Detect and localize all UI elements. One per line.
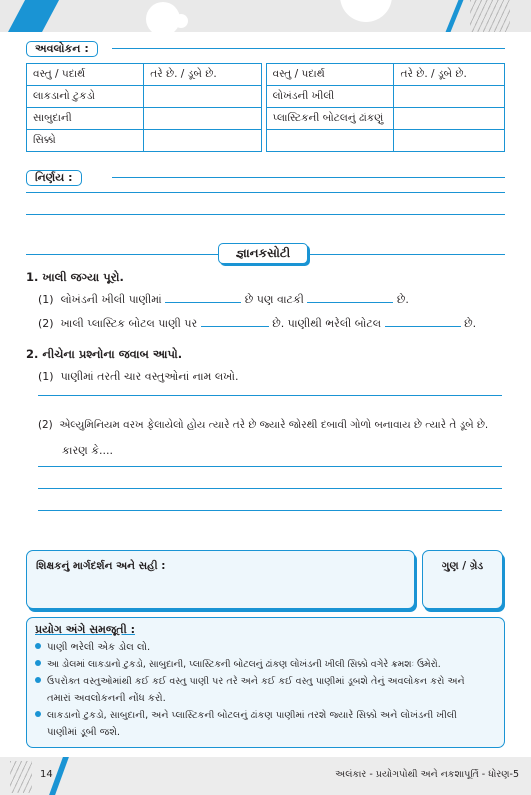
list-item: ઉપરોક્ત વસ્તુઓમાંથી કઈ કઈ વસ્તુ પાણી પર તરે અને કઈ કઈ વસ્તુ પાણીમાં ડૂબશે તેનું અવલોકન કરો અને xyxy=(35,673,500,690)
bullet-icon xyxy=(35,711,41,717)
item-text: છે. xyxy=(396,293,409,306)
writing-line[interactable] xyxy=(26,192,505,193)
answer-cell[interactable] xyxy=(144,86,261,108)
object-cell xyxy=(266,130,394,152)
object-cell: પ્લાસ્ટિકની બોટલનું ઢાંકણું xyxy=(266,108,394,130)
answer-cell[interactable] xyxy=(394,108,505,130)
column-header: વસ્તુ / પદાર્થ xyxy=(266,64,394,86)
column-header: વસ્તુ / પદાર્થ xyxy=(27,64,144,86)
bullet-icon xyxy=(35,660,41,666)
top-decor-band xyxy=(0,0,531,32)
grade-label: ગુણ / ગ્રેડ xyxy=(441,560,484,572)
writing-line[interactable] xyxy=(38,466,502,467)
teacher-guidance-box[interactable] xyxy=(26,550,415,609)
object-cell: સાબુદાની xyxy=(27,108,144,130)
object-cell: લાકડાનો ટુકડો xyxy=(27,86,144,108)
circle-decor xyxy=(174,14,188,28)
item-text: છે પણ વાટકી xyxy=(244,293,304,306)
observation-label-line xyxy=(112,48,505,49)
item-text: એલ્યુમિનિયમ વરખ ફેલાયેલો હોય ત્યારે તરે છે જ્યારે જોરથી દબાવી ગોળો બનાવાય છે ત્યારે તે ડૂબે છે. xyxy=(59,419,489,431)
item-number: (2) xyxy=(38,317,54,330)
explanation-box xyxy=(26,617,505,748)
object-cell: સિક્કો xyxy=(27,130,144,152)
answer-cell[interactable] xyxy=(144,108,261,130)
bullet-icon xyxy=(35,677,41,683)
item-number: (2) xyxy=(38,419,53,431)
blue-stripe-decor xyxy=(444,0,465,32)
table-row xyxy=(27,108,505,130)
list-item: પાણી ભરેલી એક ડોલ લો. xyxy=(35,639,500,656)
table-header-row xyxy=(27,64,505,86)
book-title: અલંકાર - પ્રયોગપોથી અને નકશાપૂર્તિ - ધોરણ-5 xyxy=(335,769,519,780)
answer-cell[interactable] xyxy=(394,86,505,108)
item-text: લોખંડની ખીલી પાણીમાં xyxy=(60,293,162,306)
column-header: તરે છે. / ડૂબે છે. xyxy=(394,64,505,86)
item-text: પાણીમાં તરતી ચાર વસ્તુઓનાં નામ લખો. xyxy=(60,370,239,383)
writing-line[interactable] xyxy=(38,395,502,396)
question-item xyxy=(38,419,488,432)
answer-cell[interactable] xyxy=(144,130,261,152)
quiz-title: જ્ઞાનકસોટી xyxy=(218,243,308,264)
observation-label: અવલોકન : xyxy=(26,41,98,57)
fill-blank-item xyxy=(38,316,476,331)
grade-box[interactable] xyxy=(422,550,503,609)
explanation-list xyxy=(35,639,500,741)
writing-line[interactable] xyxy=(38,510,502,511)
question-continuation: કારણ કે.... xyxy=(62,444,113,457)
answer-blank[interactable] xyxy=(307,292,393,303)
item-text: ખાલી પ્લાસ્ટિક બોટલ પાણી પર xyxy=(60,317,198,330)
table-row xyxy=(27,130,505,152)
answer-cell[interactable] xyxy=(394,130,505,152)
list-item: આ ડોલમાં લાકડાનો ટુકડો, સાબુદાની, પ્લાસ્ટિકની બોટલનું ઢાંકણ લોખંડની ખીલી સિક્કો વગેરે ક્રમશઃ ઉમેરો. xyxy=(35,656,500,673)
question-1-heading: 1. ખાલી જગ્યા પૂરો. xyxy=(26,270,124,284)
question-2-heading: 2. નીચેના પ્રશ્નોના જવાબ આપો. xyxy=(26,347,183,361)
item-number: (1) xyxy=(38,293,54,306)
object-cell: લોખંડની ખીલી xyxy=(266,86,394,108)
blue-stripe-decor xyxy=(4,0,62,32)
column-header: તરે છે. / ડૂબે છે. xyxy=(144,64,261,86)
item-number: (1) xyxy=(38,370,54,383)
list-item-continuation: પાણીમાં ડૂબી જશે. xyxy=(47,727,121,738)
conclusion-label-line xyxy=(112,177,505,178)
circle-decor xyxy=(340,0,392,22)
teacher-guidance-label: શિક્ષકનું માર્ગદર્શન અને સહી : xyxy=(36,560,166,572)
table-row xyxy=(27,86,505,108)
answer-blank[interactable] xyxy=(385,316,461,327)
fill-blank-item xyxy=(38,292,409,307)
answer-blank[interactable] xyxy=(201,316,269,327)
question-item xyxy=(38,370,238,384)
page-footer xyxy=(0,757,531,795)
bullet-icon xyxy=(35,643,41,649)
item-text: છે. xyxy=(464,317,477,330)
observation-table xyxy=(26,63,505,152)
hatch-decor xyxy=(10,761,32,793)
writing-line[interactable] xyxy=(26,214,505,215)
list-item: લાકડાનો ટુકડો, સાબુદાની, અને પ્લાસ્ટિકની બોટલનું ઢાંકણ પાણીમાં તરશે જ્યારે સિક્કો અને લોખંડની ખીલી xyxy=(35,707,500,724)
list-item-continuation: તમારાં અવલોકનની નોંધ કરો. xyxy=(47,693,166,704)
hatch-decor xyxy=(470,0,510,32)
explanation-title: પ્રયોગ અંગે સમજૂતી : xyxy=(35,623,135,636)
page-number: 14 xyxy=(40,769,53,780)
conclusion-label: નિર્ણય : xyxy=(26,170,82,186)
writing-line[interactable] xyxy=(38,488,502,489)
answer-blank[interactable] xyxy=(165,292,241,303)
item-text: છે. પાણીથી ભરેલી બોટલ xyxy=(272,317,382,330)
